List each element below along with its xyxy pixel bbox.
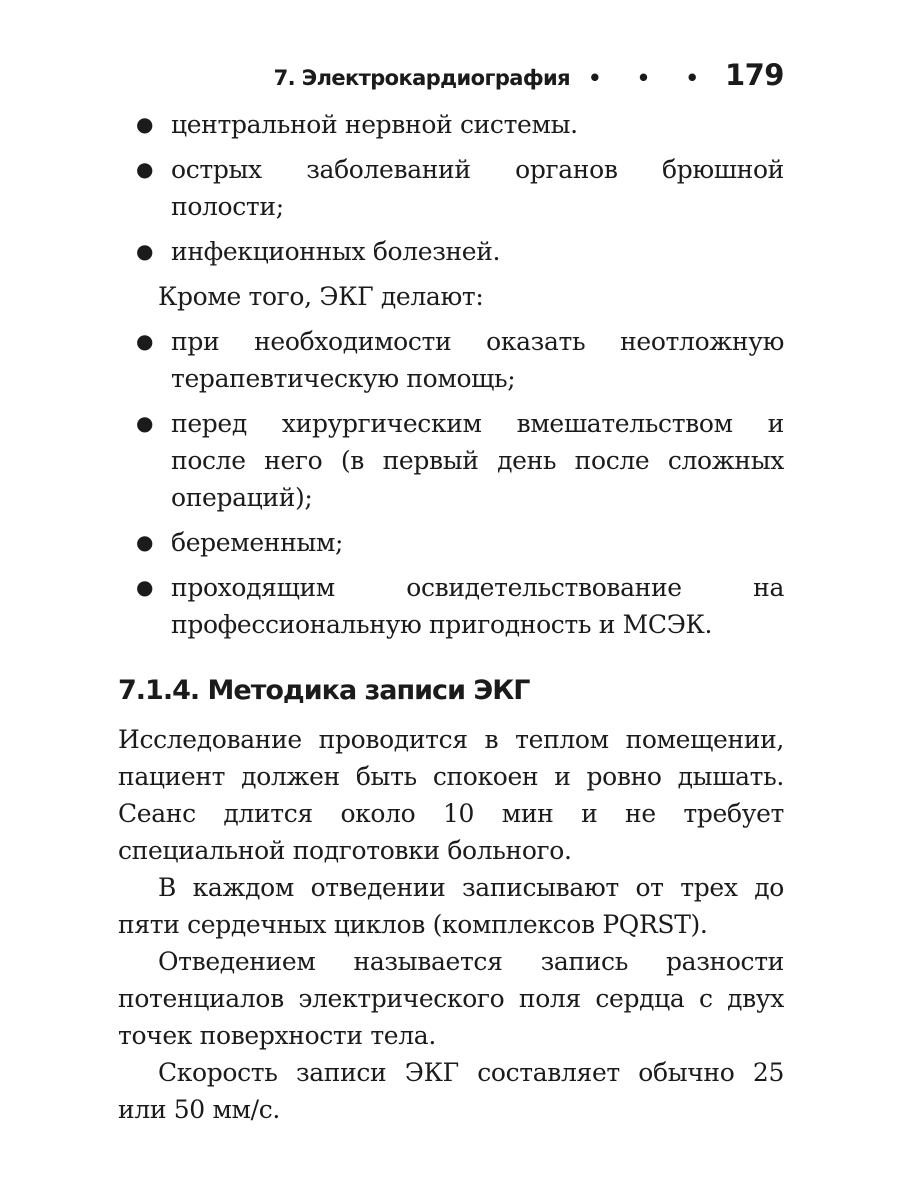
- list-item: [118, 151, 784, 225]
- list-item-text: беременным;: [171, 528, 344, 557]
- bullet-icon: ●: [136, 112, 154, 136]
- list-item-text: острых заболеваний органов брюшной полости;: [171, 155, 784, 221]
- chapter-title: 7. Электрокардиография: [273, 66, 571, 90]
- body-text: [118, 106, 784, 1128]
- list-item: [118, 106, 784, 143]
- section-paragraph: Исследование проводится в теплом помещении, пациент должен быть спокоен и ровно дышать. Сеанс длится около 10 мин и не требует специальной подготовки больного.: [118, 725, 784, 865]
- list-item-text: при необходимости оказать неотложную терапевтическую помощь;: [171, 327, 784, 393]
- list-item-text: центральной нервной системы.: [171, 110, 578, 139]
- list-item-text: инфекционных болезней.: [171, 237, 501, 266]
- running-head: [118, 58, 784, 106]
- header-dots: • • •: [588, 66, 713, 90]
- section-paragraph: Скорость записи ЭКГ составляет обычно 25 или 50 мм/с.: [118, 1058, 784, 1124]
- list-item-text: проходящим освидетельствование на профессиональную пригодность и МСЭК.: [171, 573, 784, 639]
- list-item: [118, 569, 784, 643]
- section-heading: 7.1.4. Методика записи ЭКГ: [118, 675, 530, 706]
- list-item: [118, 233, 784, 270]
- bullet-icon: ●: [136, 239, 154, 263]
- page-number: 179: [724, 58, 784, 92]
- bullet-icon: ●: [136, 329, 154, 353]
- section-paragraph: В каждом отведении записывают от трех до пяти сердечных циклов (комплексов PQRST).: [118, 873, 784, 939]
- bullet-list-top: [118, 106, 784, 270]
- bullet-icon: ●: [136, 157, 154, 181]
- list-item: [118, 323, 784, 397]
- list-item: [118, 405, 784, 516]
- bullet-icon: ●: [136, 411, 154, 435]
- list-item: [118, 524, 784, 561]
- bullet-icon: ●: [136, 575, 154, 599]
- list-item-text: перед хирургическим вмешательством и после него (в первый день после сложных операций);: [171, 409, 784, 512]
- bullet-list-bottom: [118, 323, 784, 643]
- book-page: [118, 58, 784, 1128]
- bullet-icon: ●: [136, 530, 154, 554]
- section-paragraph: Отведением называется запись разности потенциалов электрического поля сердца с двух точек поверхности тела.: [118, 947, 784, 1050]
- lead-paragraph: Кроме того, ЭКГ делают:: [158, 282, 484, 311]
